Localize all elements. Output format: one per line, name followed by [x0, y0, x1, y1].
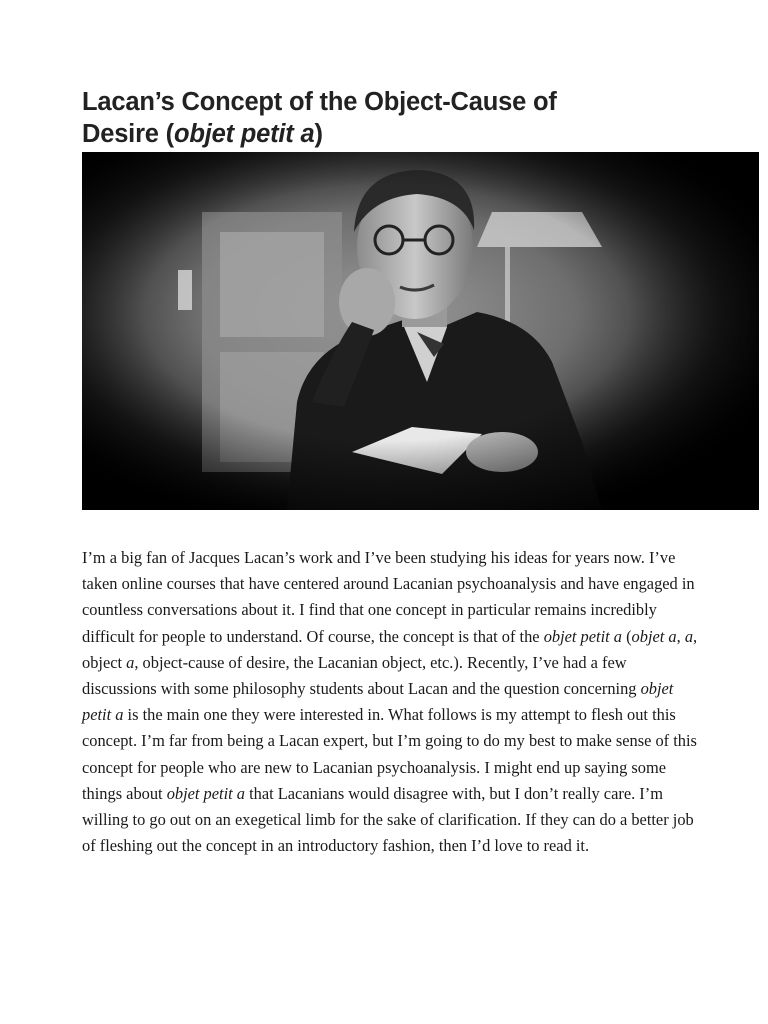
body-text-segment: is the main one they were interested in. What follows is my attempt to flesh out this concept. I’m far from being a Lacan expert, but I’m going to do my best to make sense of this concept for people who are new to Lacanian psychoanalysis. I might end up saying some things about [82, 705, 697, 803]
body-text-segment: I’m a big fan of Jacques Lacan’s work and I’ve been studying his ideas for years now. I’ve taken online courses that have centered around Lacanian psychoanalysis and have engaged in countless conversations about it. I find that one concept in particular remains incredibly difficult for people to understand. Of course, the concept is that of the [82, 548, 695, 646]
body-italic-term: objet a [631, 626, 677, 646]
article-title [82, 86, 702, 150]
body-text-segment: that Lacanians would disagree with, but I don’t really care. I’m willing to go out on an exegetical limb for the sake of clarification. If they can do a better job of fleshing out the concept in an introductory fashion, then I’d love to read it. [82, 783, 694, 856]
title-italic-term: objet petit a [173, 120, 315, 148]
title-line-2-end: ) [314, 120, 323, 148]
body-text-segment: , object [82, 626, 698, 672]
body-paragraph [82, 545, 702, 859]
body-text-segment: , [676, 626, 685, 646]
portrait-photo [82, 152, 759, 510]
body-italic-term: a [126, 652, 135, 672]
body-italic-term: objet petit a [166, 783, 245, 803]
body-italic-term: objet petit a [82, 679, 674, 725]
body-italic-term: a [684, 626, 694, 646]
title-line-2-start: Desire ( [82, 120, 174, 148]
title-line-1: Lacan’s Concept of the Object-Cause of [82, 88, 557, 116]
body-text-segment: , object-cause of desire, the Lacanian object, etc.). Recently, I’ve had a few discussions with some philosophy students about Lacan and the question concerning [82, 652, 641, 699]
body-text-segment: ( [621, 626, 632, 646]
body-italic-term: objet petit a [543, 626, 622, 646]
